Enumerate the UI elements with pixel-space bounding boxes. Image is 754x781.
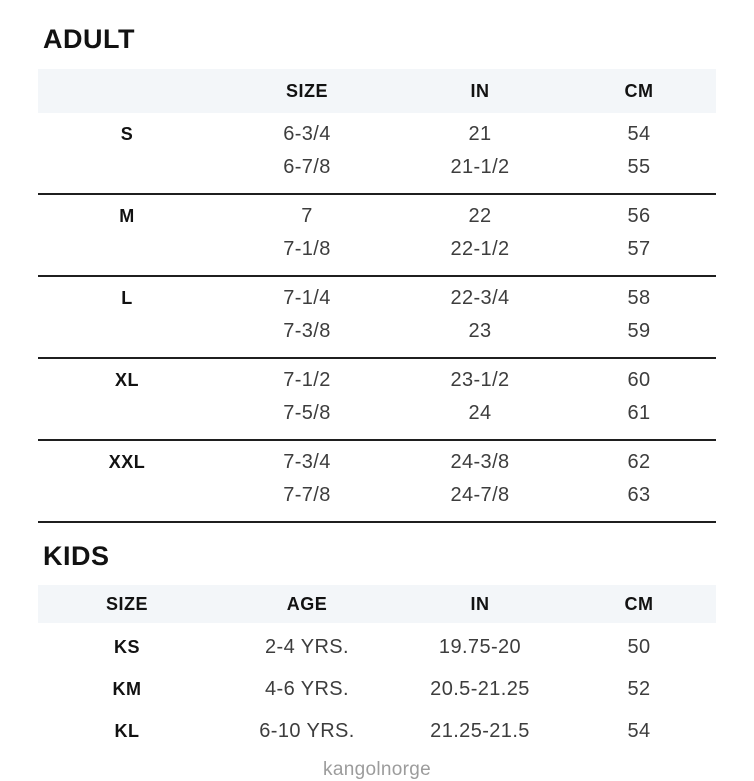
adult-section [38, 24, 716, 523]
adult-header-size-cell: SIZE [285, 80, 328, 101]
adult-table-row [38, 118, 716, 151]
adult-cm-cell: 58 [627, 287, 651, 309]
adult-table-body [38, 113, 716, 523]
adult-table-row [38, 200, 716, 233]
adult-size-label-cell: XXL [108, 452, 146, 472]
adult-table-row [38, 364, 716, 397]
kids-header-in-cell: IN [470, 593, 490, 614]
adult-hat-size-cell: 7-7/8 [283, 484, 331, 506]
adult-cm-cell: 55 [627, 156, 651, 178]
adult-cm-cell: 59 [627, 320, 651, 342]
adult-hat-size-cell: 7-1/2 [283, 369, 331, 391]
adult-size-group [38, 195, 716, 277]
kids-section [38, 541, 716, 752]
adult-inches-cell: 24 [468, 402, 492, 424]
adult-table-row [38, 446, 716, 479]
adult-hat-size-cell: 7-1/8 [283, 238, 331, 260]
kids-table-row [38, 710, 716, 752]
adult-size-label-cell: M [119, 206, 135, 226]
adult-table-row [38, 479, 716, 512]
kids-header-cm-cell: CM [624, 593, 654, 614]
adult-inches-cell: 21 [468, 123, 492, 145]
adult-inches-cell: 23-1/2 [450, 369, 510, 391]
adult-cm-cell: 56 [627, 205, 651, 227]
adult-table-row [38, 282, 716, 315]
kids-cm-cell: 50 [627, 635, 651, 658]
adult-size-label-cell: S [120, 124, 134, 144]
adult-header-in-cell: IN [470, 80, 490, 101]
adult-cm-cell: 62 [627, 451, 651, 473]
adult-table-row [38, 315, 716, 348]
adult-size-group [38, 277, 716, 359]
kids-section-title: KIDS [43, 541, 110, 571]
adult-table-row [38, 151, 716, 184]
kids-age-cell: 2-4 YRS. [265, 635, 349, 658]
adult-inches-cell: 22-3/4 [450, 287, 510, 309]
adult-inches-cell: 22-1/2 [450, 238, 510, 260]
kids-age-cell: 6-10 YRS. [259, 719, 355, 742]
kids-size-label-cell: KL [114, 720, 140, 741]
kids-size-label-cell: KM [112, 678, 142, 699]
kids-table-row [38, 626, 716, 668]
adult-table-header-row [38, 69, 716, 113]
kids-age-cell: 4-6 YRS. [265, 677, 349, 700]
adult-inches-cell: 23 [468, 320, 492, 342]
adult-hat-size-cell: 7-3/4 [283, 451, 331, 473]
adult-size-group [38, 441, 716, 523]
adult-size-group [38, 359, 716, 441]
adult-cm-cell: 57 [627, 238, 651, 260]
kids-size-label-cell: KS [113, 636, 140, 657]
adult-inches-cell: 24-7/8 [450, 484, 510, 506]
adult-cm-cell: 61 [627, 402, 651, 424]
adult-inches-cell: 22 [468, 205, 492, 227]
adult-cm-cell: 63 [627, 484, 651, 506]
kids-table-header-row [38, 585, 716, 623]
adult-hat-size-cell: 7 [301, 205, 313, 227]
kids-inches-cell: 20.5-21.25 [430, 677, 530, 700]
brand-footer: kangolnorge [323, 759, 431, 780]
adult-hat-size-cell: 6-7/8 [283, 156, 331, 178]
adult-hat-size-cell: 6-3/4 [283, 123, 331, 145]
adult-hat-size-cell: 7-1/4 [283, 287, 331, 309]
adult-inches-cell: 21-1/2 [450, 156, 510, 178]
adult-hat-size-cell: 7-3/8 [283, 320, 331, 342]
adult-size-label-cell: L [121, 288, 133, 308]
size-chart-content [38, 24, 716, 781]
kids-cm-cell: 52 [627, 677, 651, 700]
adult-inches-cell: 24-3/8 [450, 451, 510, 473]
adult-section-title: ADULT [43, 24, 135, 54]
kids-header-age-cell: AGE [286, 593, 328, 614]
kids-cm-cell: 54 [627, 719, 651, 742]
adult-size-group [38, 113, 716, 195]
adult-cm-cell: 60 [627, 369, 651, 391]
kids-inches-cell: 21.25-21.5 [430, 719, 530, 742]
adult-header-cm-cell: CM [624, 80, 654, 101]
adult-table-row [38, 397, 716, 430]
kids-table-row [38, 668, 716, 710]
adult-cm-cell: 54 [627, 123, 651, 145]
kids-inches-cell: 19.75-20 [438, 635, 522, 658]
kids-table-body [38, 623, 716, 752]
adult-hat-size-cell: 7-5/8 [283, 402, 331, 424]
kids-header-size-cell: SIZE [105, 593, 148, 614]
adult-size-label-cell: XL [114, 370, 139, 390]
adult-table-row [38, 233, 716, 266]
